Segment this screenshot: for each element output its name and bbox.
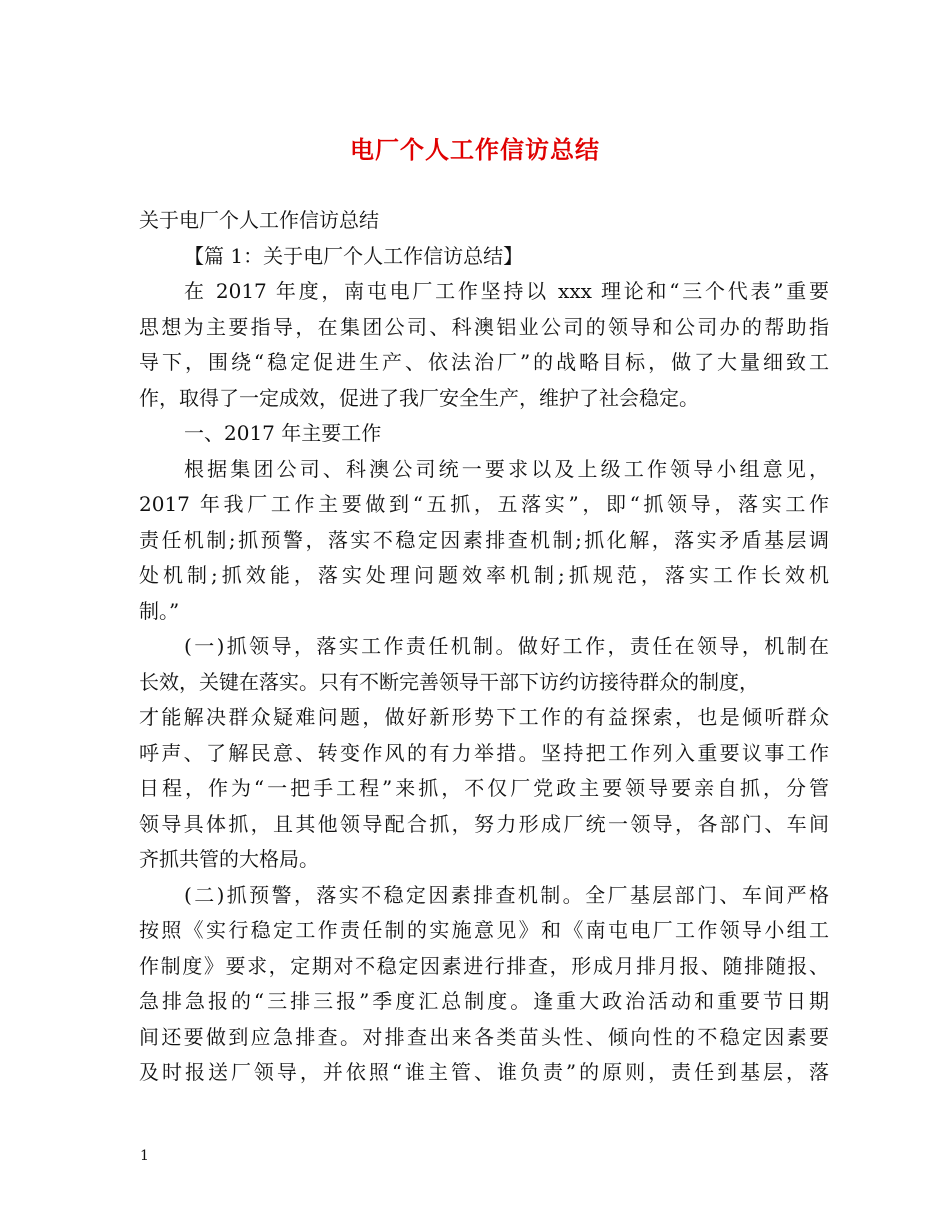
document-body xyxy=(139,203,829,1091)
body-line: (一)抓领导，落实工作责任机制。做好工作，责任在领导，机制在 xyxy=(184,634,829,658)
body-line: 急排急报的“三排三报”季度汇总制度。逢重大政治活动和重要节日期 xyxy=(139,989,829,1013)
body-line: 才能解决群众疑难问题，做好新形势下工作的有益探索，也是倾听群众 xyxy=(139,705,829,729)
body-line: 制。” xyxy=(139,598,180,623)
body-line: 2017 年我厂工作主要做到“五抓，五落实”，即“抓领导，落实工作 xyxy=(139,492,829,516)
body-line: 及时报送厂领导，并依照“谁主管、谁负责”的原则，责任到基层，落 xyxy=(139,1060,829,1084)
body-line: 领导具体抓，且其他领导配合抓，努力形成厂统一领导，各部门、车间 xyxy=(139,811,829,836)
document-title: 电厂个人工作信访总结 xyxy=(350,135,600,164)
body-line: 导下，围绕“稳定促进生产、依法治厂”的战略目标，做了大量细致工 xyxy=(139,350,829,374)
body-line: 在 2017 年度，南屯电厂工作坚持以 xxx 理论和“三个代表”重要 xyxy=(184,279,829,303)
body-line: 间还要做到应急排查。对排查出来各类苗头性、倾向性的不稳定因素要 xyxy=(139,1024,829,1049)
body-line: 处机制;抓效能，落实处理问题效率机制;抓规范，落实工作长效机 xyxy=(139,563,829,587)
body-line: 按照《实行稳定工作责任制的实施意见》和《南屯电厂工作领导小组工 xyxy=(139,918,829,942)
page-number: 1 xyxy=(140,1148,149,1164)
body-line: 齐抓共管的大格局。 xyxy=(139,847,319,871)
body-line: 一、2017 年主要工作 xyxy=(184,421,382,445)
body-line: 根据集团公司、科澳公司统一要求以及上级工作领导小组意见， xyxy=(184,456,829,481)
body-line: 作，取得了一定成效，促进了我厂安全生产，维护了社会稳定。 xyxy=(139,385,699,410)
body-line: 呼声、了解民意、转变作风的有力举措。坚持把工作列入重要议事工作 xyxy=(139,740,829,765)
body-line: (二)抓预警，落实不稳定因素排查机制。全厂基层部门、车间严格 xyxy=(184,882,829,907)
body-line: 日程，作为“一把手工程”来抓，不仅厂党政主要领导要亲自抓，分管 xyxy=(139,776,829,800)
body-line: 思想为主要指导，在集团公司、科澳铝业公司的领导和公司办的帮助指 xyxy=(139,314,829,339)
body-line: 关于电厂个人工作信访总结 xyxy=(139,208,379,232)
body-line: 作制度》要求，定期对不稳定因素进行排查，形成月排月报、随排随报、 xyxy=(139,953,829,978)
body-line: 长效，关键在落实。只有不断完善领导干部下访约访接待群众的制度， xyxy=(139,669,759,694)
body-line: 责任机制;抓预警，落实不稳定因素排查机制;抓化解，落实矛盾基层调 xyxy=(139,527,829,552)
body-line: 【篇 1：关于电厂个人工作信访总结】 xyxy=(184,243,524,268)
